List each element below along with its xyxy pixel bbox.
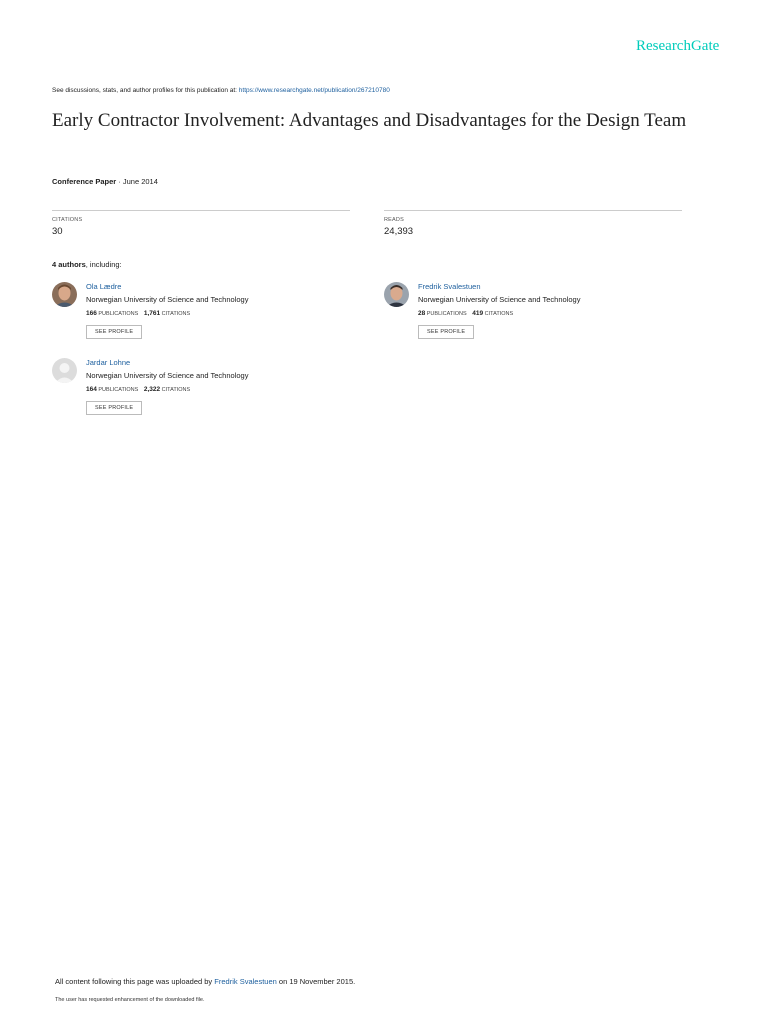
uploader-link[interactable]: Fredrik Svalestuen [214,977,277,986]
author-name[interactable]: Jardar Lohne [86,358,131,367]
upload-notice [55,977,355,986]
publications-label: PUBLICATIONS [98,387,139,393]
author-institution: Norwegian University of Science and Technology [418,295,581,304]
see-profile-button[interactable]: SEE PROFILE [86,325,142,339]
citations-label: CITATIONS [161,387,191,393]
publications-label: PUBLICATIONS [426,311,467,317]
citations-stat [52,210,350,237]
citations-value: 30 [52,226,63,237]
reads-value: 24,393 [384,226,414,237]
citations-label: CITATIONS [52,217,83,223]
author-name[interactable]: Fredrik Svalestuen [418,282,481,291]
author-name[interactable]: Ola Lædre [86,282,122,291]
citations-label: CITATIONS [161,311,191,317]
paper-title: Early Contractor Involvement: Advantages and Disadvantages for the Design Team [52,110,687,131]
reads-label: READS [384,217,404,223]
author-stats [86,386,376,393]
author-avatar[interactable] [384,282,409,307]
author-institution: Norwegian University of Science and Technology [86,295,249,304]
publications-label: PUBLICATIONS [98,311,139,317]
paper-type: Conference Paper [52,177,117,186]
authors-suffix: , including: [85,260,122,269]
authors-count: 4 authors [52,260,86,269]
see-profile-button[interactable]: SEE PROFILE [86,401,142,415]
paper-meta [52,177,158,186]
publication-link[interactable]: https://www.researchgate.net/publication/267210780 [238,87,390,94]
publications-count: 28 [418,310,426,317]
upload-prefix: All content following this page was uploaded by [55,977,215,986]
publications-count: 164 [86,386,97,393]
author-avatar[interactable] [52,282,77,307]
author-stats [86,310,376,317]
discussion-line [52,87,390,94]
citations-count: 419 [472,310,484,317]
authors-heading [52,260,122,269]
upload-suffix: on 19 November 2015. [276,977,356,986]
enhancement-note: The user has requested enhancement of the downloaded file. [55,997,205,1003]
publications-count: 166 [86,310,97,317]
citations-count: 2,322 [143,386,161,393]
researchgate-logo[interactable]: ResearchGate [636,38,720,54]
author-stats [418,310,708,317]
see-profile-button[interactable]: SEE PROFILE [418,325,474,339]
paper-date: · June 2014 [116,177,158,186]
author-avatar[interactable] [52,358,77,383]
citations-label: CITATIONS [484,311,514,317]
reads-stat [384,210,682,237]
citations-count: 1,761 [143,310,161,317]
discussion-prefix: See discussions, stats, and author profiles for this publication at: [52,87,239,94]
author-institution: Norwegian University of Science and Technology [86,371,249,380]
